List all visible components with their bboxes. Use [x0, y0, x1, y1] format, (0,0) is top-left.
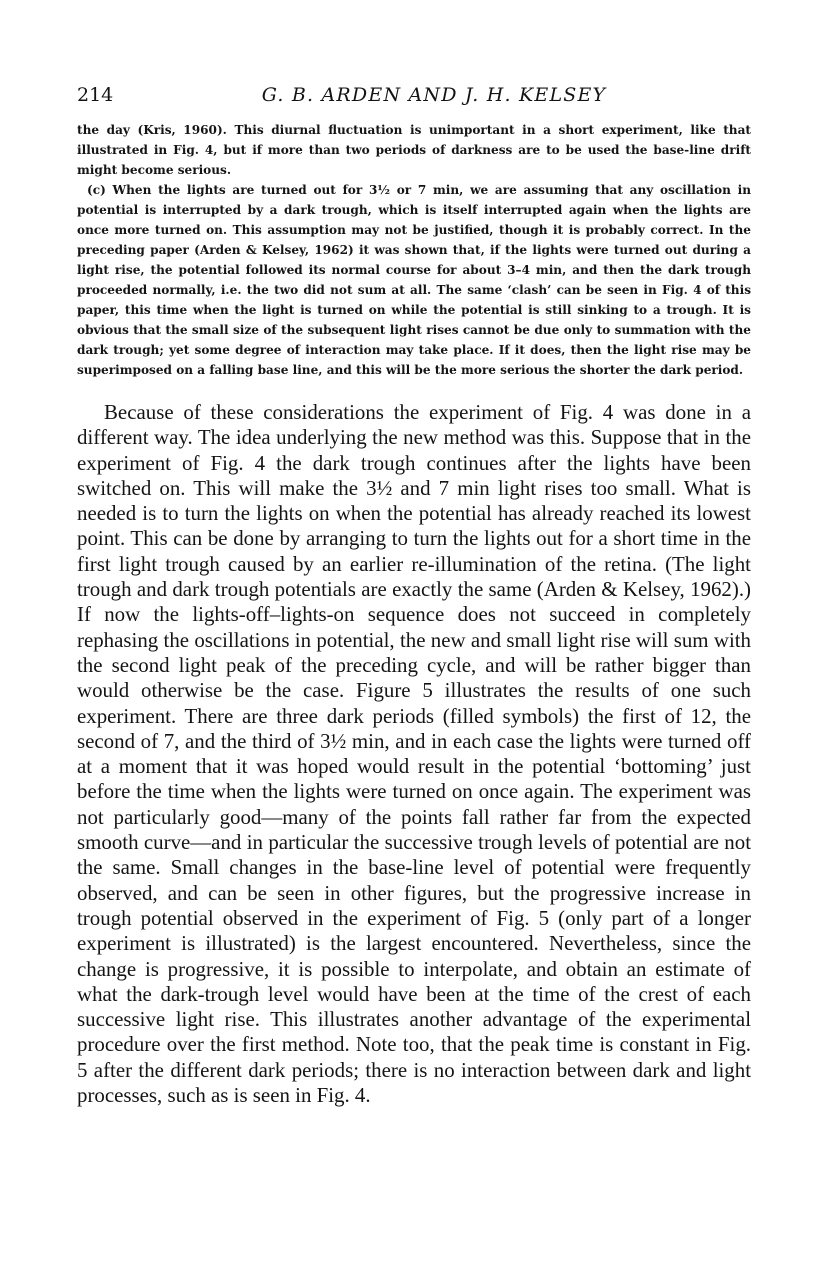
small-paragraph-1: the day (Kris, 1960). This diurnal fluctuation is unimportant in a short experiment, like that illustrated in Fig. 4, but if more than two periods of darkness are to be used the base-line drift might become serious.: [77, 123, 751, 177]
main-body: [77, 400, 751, 1108]
page: [77, 84, 751, 1108]
page-number: 214: [77, 84, 114, 106]
small-print-section: [77, 120, 751, 380]
body-paragraph: Because of these considerations the experiment of Fig. 4 was done in a different way. The idea underlying the new method was this. Suppose that in the experiment of Fig. 4 the dark trough continues after the lights have been switched on. This will make the 3½ and 7 min light rises too small. What is needed is to turn the lights on when the potential has already reached its lowest point. This can be done by arranging to turn the lights out for a short time in the first light trough caused by an earlier re-illumination of the retina. (The light trough and dark trough potentials are exactly the same (Arden & Kelsey, 1962).) If now the lights-off–lights-on sequence does not succeed in completely rephasing the oscillations in potential, the new and small light rise will sum with the second light peak of the preceding cycle, and will be rather bigger than would otherwise be the case. Figure 5 illustrates the results of one such experiment. There are three dark periods (filled symbols) the first of 12, the second of 7, and the third of 3½ min, and in each case the lights were turned off at a moment that it was hoped would result in the potential ‘bottoming’ just before the time when the lights were turned on once again. The experiment was not particularly good—many of the points fall rather far from the expected smooth curve—and in particular the successive trough levels of potential are not the same. Small changes in the base-line level of potential were frequently observed, and can be seen in other figures, but the progressive increase in trough potential observed in the experiment of Fig. 5 (only part of a longer experiment is illustrated) is the largest encountered. Nevertheless, since the change is progressive, it is possible to interpolate, and obtain an estimate of what the dark-trough level would have been at the time of the crest of each successive light rise. This illustrates another advantage of the experimental procedure over the first method. Note too, that the peak time is constant in Fig. 5 after the different dark periods; there is no interaction between dark and light processes, such as is seen in Fig. 4.: [77, 400, 751, 1108]
small-paragraph-2: (c) When the lights are turned out for 3½ or 7 min, we are assuming that any oscillation in potential is interrupted by a dark trough, which is itself interrupted again when the lights are once more turned on. This assumption may not be justified, though it is probably correct. In the preceding paper (Arden & Kelsey, 1962) it was shown that, if the lights were turned out during a light rise, the potential followed its normal course for about 3–4 min, and then the dark trough proceeded normally, i.e. the two did not sum at all. The same ‘clash’ can be seen in Fig. 4 of this paper, this time when the light is turned on while the potential is still sinking to a trough. It is obvious that the small size of the subsequent light rises cannot be due only to summation with the dark trough; yet some degree of interaction may take place. If it does, then the light rise may be superimposed on a falling base line, and this will be the more serious the shorter the dark period.: [77, 183, 751, 377]
running-title: G. B. ARDEN AND J. H. KELSEY: [261, 84, 607, 106]
page-header: [77, 84, 751, 112]
